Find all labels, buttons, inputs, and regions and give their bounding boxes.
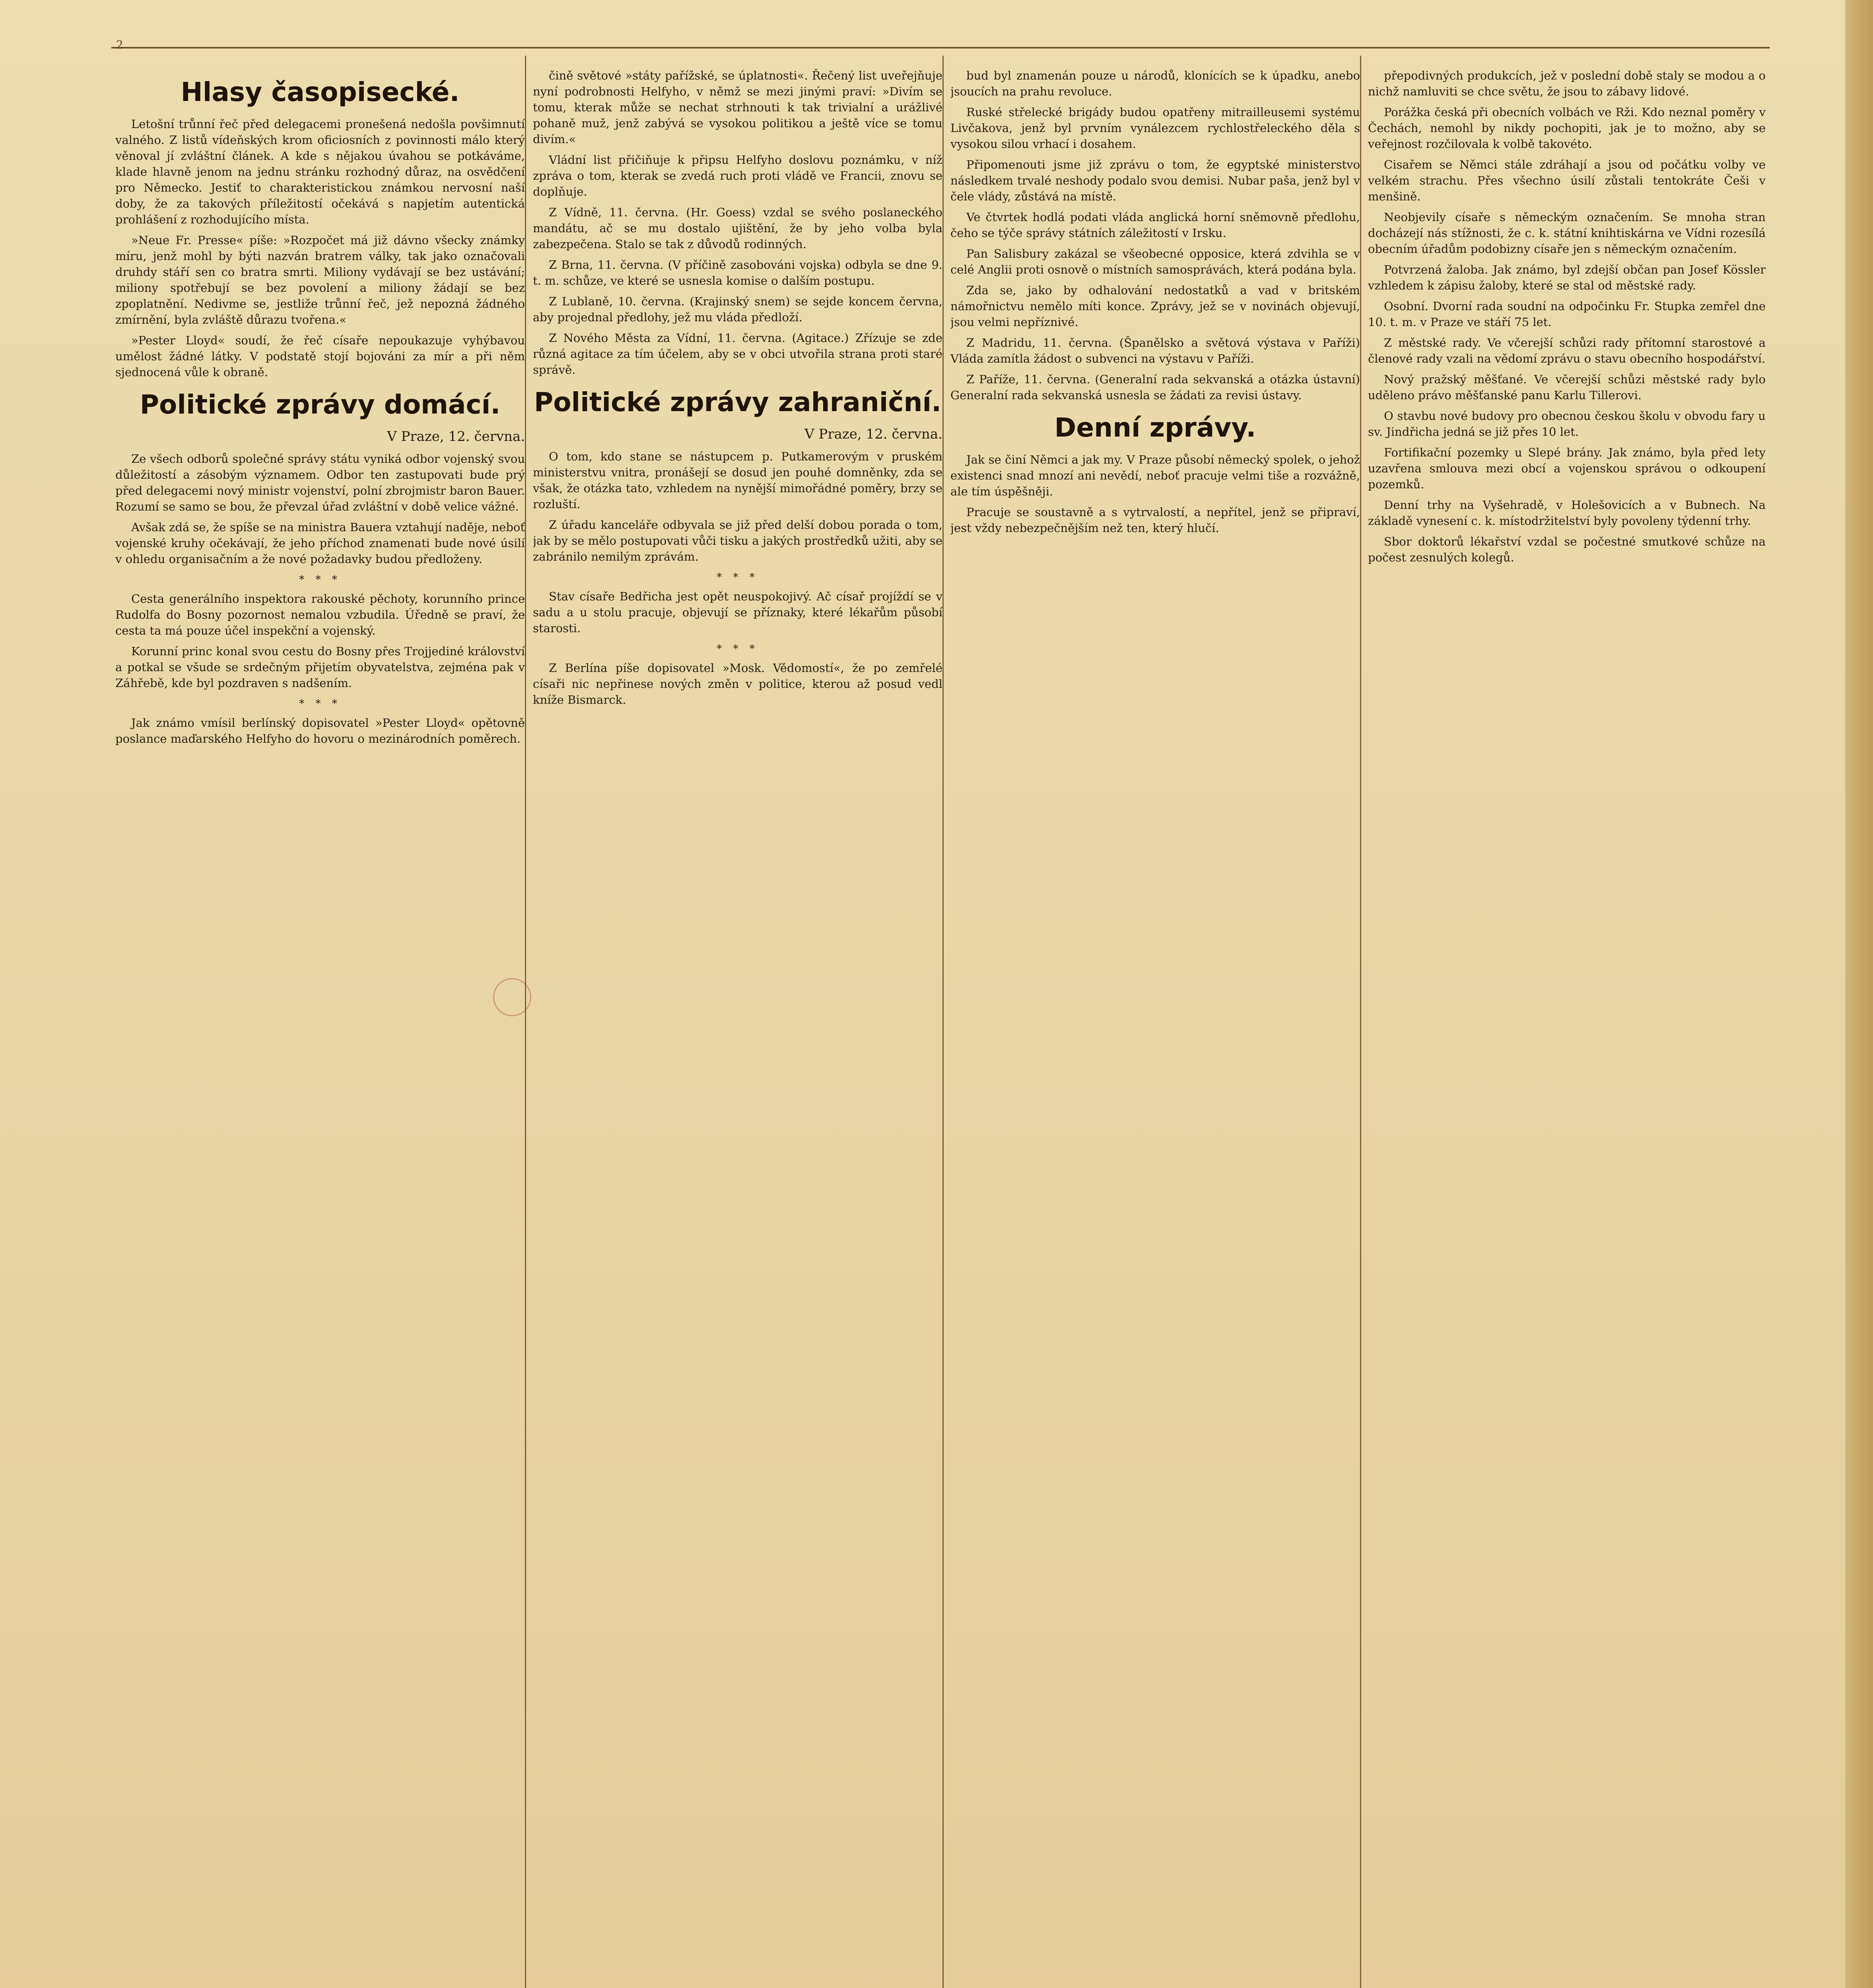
article-paragraph: Z Nového Města za Vídní, 11. června. (Agitace.) Zřízuje se zde různá agitace za tím účelem, aby se v obci utvořila strana proti staré správě. [533, 331, 942, 377]
article-paragraph: Stav císaře Bedřicha jest opět neuspokojivý. Ač císař projíždí se v sadu a u stolu pracuje, objevují se příznaky, které lékařům působí starosti. [533, 590, 942, 635]
section-heading: Hlasy časopisecké. [181, 77, 460, 107]
article-paragraph: Pan Salisbury zakázal se všeobecné opposice, která zdvihla se v celé Anglii proti osnově o místních samosprávách, která podána byla. [950, 247, 1360, 276]
article-paragraph: Ruské střelecké brigády budou opatřeny mitrailleusemi systému Livčakova, jenž byl prvním vynálezcem rychlostřeleckého děla s vysokou silou vrhací i dosahem. [950, 105, 1360, 151]
article-paragraph: Vládní list přičiňuje k připsu Helfyho doslovu poznámku, v níž zpráva o tom, kterak se zvedá ruch proti vládě ve Francii, znovu se doplňuje. [533, 153, 942, 198]
article-paragraph: Nový pražský měšťané. Ve včerejší schůzi městské rady bylo uděleno právo měšťanské panu Karlu Tillerovi. [1368, 373, 1766, 402]
article-paragraph: »Neue Fr. Presse« píše: »Rozpočet má již dávno všecky známky míru, jenž mohl by býti nazván bratrem války, tak jako označovali druhdy stáří sen co bratra smrti. Miliony vydávají se bez ustávání; miliony spotřebují se bez povolení a miliony žádají se bez zpoplatnění. Nedivme se, jestliže trůnní řeč, jež nepozná žádného zmírnění, byla zvláště důrazu tvořena.« [115, 233, 525, 326]
column-2 [533, 68, 942, 1988]
column-rule [942, 56, 944, 1988]
article-paragraph: Cisařem se Němci stále zdráhají a jsou od počátku volby ve velkém strachu. Přes všechno úsilí zůstali tentokráte Češi v menšině. [1368, 158, 1766, 203]
separator: * * * [717, 643, 759, 655]
article-paragraph: Z Brna, 11. června. (V příčině zasobováni vojska) odbyla se dne 9. t. m. schůze, ve které se usnesla komise o dalším postupu. [533, 258, 942, 287]
article-paragraph: Zda se, jako by odhalování nedostatků a vad v britském námořnictvu nemělo míti konce. Zprávy, jež se v novinách objevují, jsou velmi nepříznivé. [950, 283, 1360, 329]
article-paragraph: »Pester Lloyd« soudí, že řeč císaře nepoukazuje vyhýbavou umělost žádné látky. V podstatě stojí bojováni za mír a při něm sjednocená vůle k obraně. [115, 334, 525, 379]
article-paragraph: Cesta generálního inspektora rakouské pěchoty, korunního prince Rudolfa do Bosny pozornost nemalou vzbudila. Úředně se praví, že cesta ta má pouze účel inspekční a vojenský. [115, 592, 525, 637]
separator: * * * [299, 698, 341, 710]
article-paragraph: Letošní trůnní řeč před delegacemi pronešená nedošla povšimnutí valného. Z listů vídeňských krom oficiosních z povinnosti málo který věnoval jí zvláštní článek. A kde s nějakou úvahou se potkáváme, klade hlavně jenom na jednu stránku rozhodný důraz, na osvědčení pro Německo. Jestiť to charakteristickou známkou nervosní naší doby, že za takových příležitostí očekává s napjetím autentická prohlášení z rozhodujícího místa. [115, 117, 525, 226]
article-paragraph: Fortifikační pozemky u Slepé brány. Jak známo, byla před lety uzavřena smlouva mezi obcí a vojenskou správou o odkoupení pozemků. [1368, 446, 1766, 491]
binding-edge [1845, 0, 1873, 1988]
column-3 [950, 68, 1360, 1988]
article-paragraph: Porážka česká při obecních volbách ve Rži. Kdo neznal poměry v Čechách, nemohl by nikdy pochopiti, jak je to možno, aby se veřejnost rozčilovala k volbě takovéto. [1368, 105, 1766, 151]
article-paragraph: Jak se činí Němci a jak my. V Praze působí německý spolek, o jehož existenci snad mnozí ani nevědí, neboť pracuje velmi tiše a rozvážně, ale tím úspěšněji. [950, 453, 1360, 498]
article-paragraph: Z Lublaně, 10. června. (Krajinský snem) se sejde koncem června, aby projednal předlohy, jež mu vláda předloží. [533, 295, 942, 324]
article-paragraph: Avšak zdá se, že spíše se na ministra Bauera vztahují naděje, neboť vojenské kruhy očekávají, že jeho příchod znamenati bude nové úsilí v ohledu organisačním a že nové požadavky budou předloženy. [115, 520, 525, 566]
column-1 [115, 68, 525, 1988]
top-rule [111, 47, 1770, 49]
article-paragraph: čině světové »státy pařížské, se úplatnosti«. Řečený list uveřejňuje nyní podrobnosti Helfyho, v němž se mezi jinými praví: »Divím se tomu, kterak může se nechat strhnouti k tak trivialní a urážlivé pohaně muž, jenž zabývá se vysokou politikou a ještě více se tomu divím.« [533, 69, 942, 146]
article-paragraph: O stavbu nové budovy pro obecnou českou školu v obvodu fary u sv. Jindřicha jedná se již přes 10 let. [1368, 409, 1766, 439]
section-heading: Denní zprávy. [1054, 412, 1256, 443]
article-paragraph: Ze všech odborů společné správy státu vyniká odbor vojenský svou důležitostí a zásobým významem. Odbor ten zastupovati bude prý před delegacemi nový ministr vojenství, polní zbrojmistr baron Bauer. Rozumí se samo se bou, že převzal úřad zvláštní v době velice vážné. [115, 452, 525, 513]
article-paragraph: Neobjevily císaře s německým označením. Se mnoha stran docházejí nás stížnosti, že c. k. státní knihtiskárna ve Vídni rozesílá obecním úřadům podobizny císaře jen s německým označením. [1368, 210, 1766, 256]
article-paragraph: Pracuje se soustavně a s vytrvalostí, a nepřítel, jenž se připraví, jest vždy nebezpečnějším než ten, který hlučí. [950, 505, 1360, 535]
section-heading: Politické zprávy zahraniční. [534, 387, 942, 417]
section-heading: Politické zprávy domácí. [140, 389, 501, 420]
article-paragraph: přepodivných produkcích, jež v poslední době staly se modou a o nichž namluviti se chce světu, že jsou to zábavy lidové. [1368, 69, 1766, 98]
article-paragraph: Denní trhy na Vyšehradě, v Holešovicích a v Bubnech. Na základě vynesení c. k. místodržitelství byly povoleny týdenní trhy. [1368, 498, 1766, 528]
page-number: 2 [116, 38, 123, 51]
article-paragraph: Připomenouti jsme již zprávu o tom, že egyptské ministerstvo následkem trvalé neshody podalo svou demisi. Nubar paša, jenž byl v čele vlády, zůstává na místě. [950, 158, 1360, 203]
dateline: V Praze, 12. června. [804, 426, 942, 442]
column-4 [1368, 68, 1766, 1988]
article-paragraph: Z Vídně, 11. června. (Hr. Goess) vzdal se svého poslaneckého mandátu, ač se mu dostalo ujištění, že by jeho volba byla zabezpečena. Stalo se tak z důvodů rodinných. [533, 206, 942, 251]
article-paragraph: bud byl znamenán pouze u národů, klonících se k úpadku, anebo jsoucích na prahu revoluce. [950, 69, 1360, 98]
article-paragraph: Z Madridu, 11. června. (Španělsko a světová výstava v Paříži) Vláda zamítla žádost o subvenci na výstavu v Paříži. [950, 336, 1360, 365]
article-paragraph: Ve čtvrtek hodlá podati vláda anglická horní sněmovně předlohu, čeho se týče správy státních záležitostí v Irsku. [950, 210, 1360, 240]
separator: * * * [299, 574, 341, 586]
article-paragraph: Z městské rady. Ve včerejší schůzi rady přítomní starostové a členové rady vzali na vědomí zprávu o stavu obecního hospodářství. [1368, 336, 1766, 365]
article-paragraph: O tom, kdo stane se nástupcem p. Putkamerovým v pruském ministerstvu vnitra, pronášejí se dosud jen pouhé domněnky, zda se však, že otázka tato, vzhledem na nynější mimořádné poměry, brzy se rozluští. [533, 450, 942, 511]
separator: * * * [717, 571, 759, 583]
article-paragraph: Jak známo vmísil berlínský dopisovatel »Pester Lloyd« opětovně poslance maďarského Helfyho do hovoru o mezinárodních poměrech. [115, 716, 525, 746]
dateline: V Praze, 12. června. [387, 429, 525, 445]
article-paragraph: Osobní. Dvorní rada soudní na odpočinku Fr. Stupka zemřel dne 10. t. m. v Praze ve stáří 75 let. [1368, 299, 1766, 329]
library-stamp [493, 978, 531, 1016]
column-rule [525, 56, 526, 1988]
article-paragraph: Z Berlína píše dopisovatel »Mosk. Vědomostí«, že po zemřelé císaři nic nepřinese nových změn v politice, kterou až posud vedl kníže Bismarck. [533, 661, 942, 707]
article-paragraph: Sbor doktorů lékařství vzdal se počestné smutkové schůze na počest zesnulých kolegů. [1368, 535, 1766, 564]
article-paragraph: Korunní princ konal svou cestu do Bosny přes Trojjediné království a potkal se všude se srdečným přijetím obyvatelstva, zejména pak v Záhřebě, kde byl pozdraven s nadšením. [115, 645, 525, 690]
column-rule [1360, 56, 1361, 1988]
article-paragraph: Potvrzená žaloba. Jak známo, byl zdejší občan pan Josef Kössler vzhledem k zápisu žaloby, které se stal od městské rady. [1368, 263, 1766, 292]
article-paragraph: Z úřadu kanceláře odbyvala se již před delší dobou porada o tom, jak by se mělo postupovati vůči tisku a jakých prostředků užiti, aby se zabránilo nemilým zprávám. [533, 518, 942, 563]
article-paragraph: Z Paříže, 11. června. (Generalní rada sekvanská a otázka ústavní) Generalní rada sekvanská usnesla se žádati za revisi ústavy. [950, 373, 1360, 402]
